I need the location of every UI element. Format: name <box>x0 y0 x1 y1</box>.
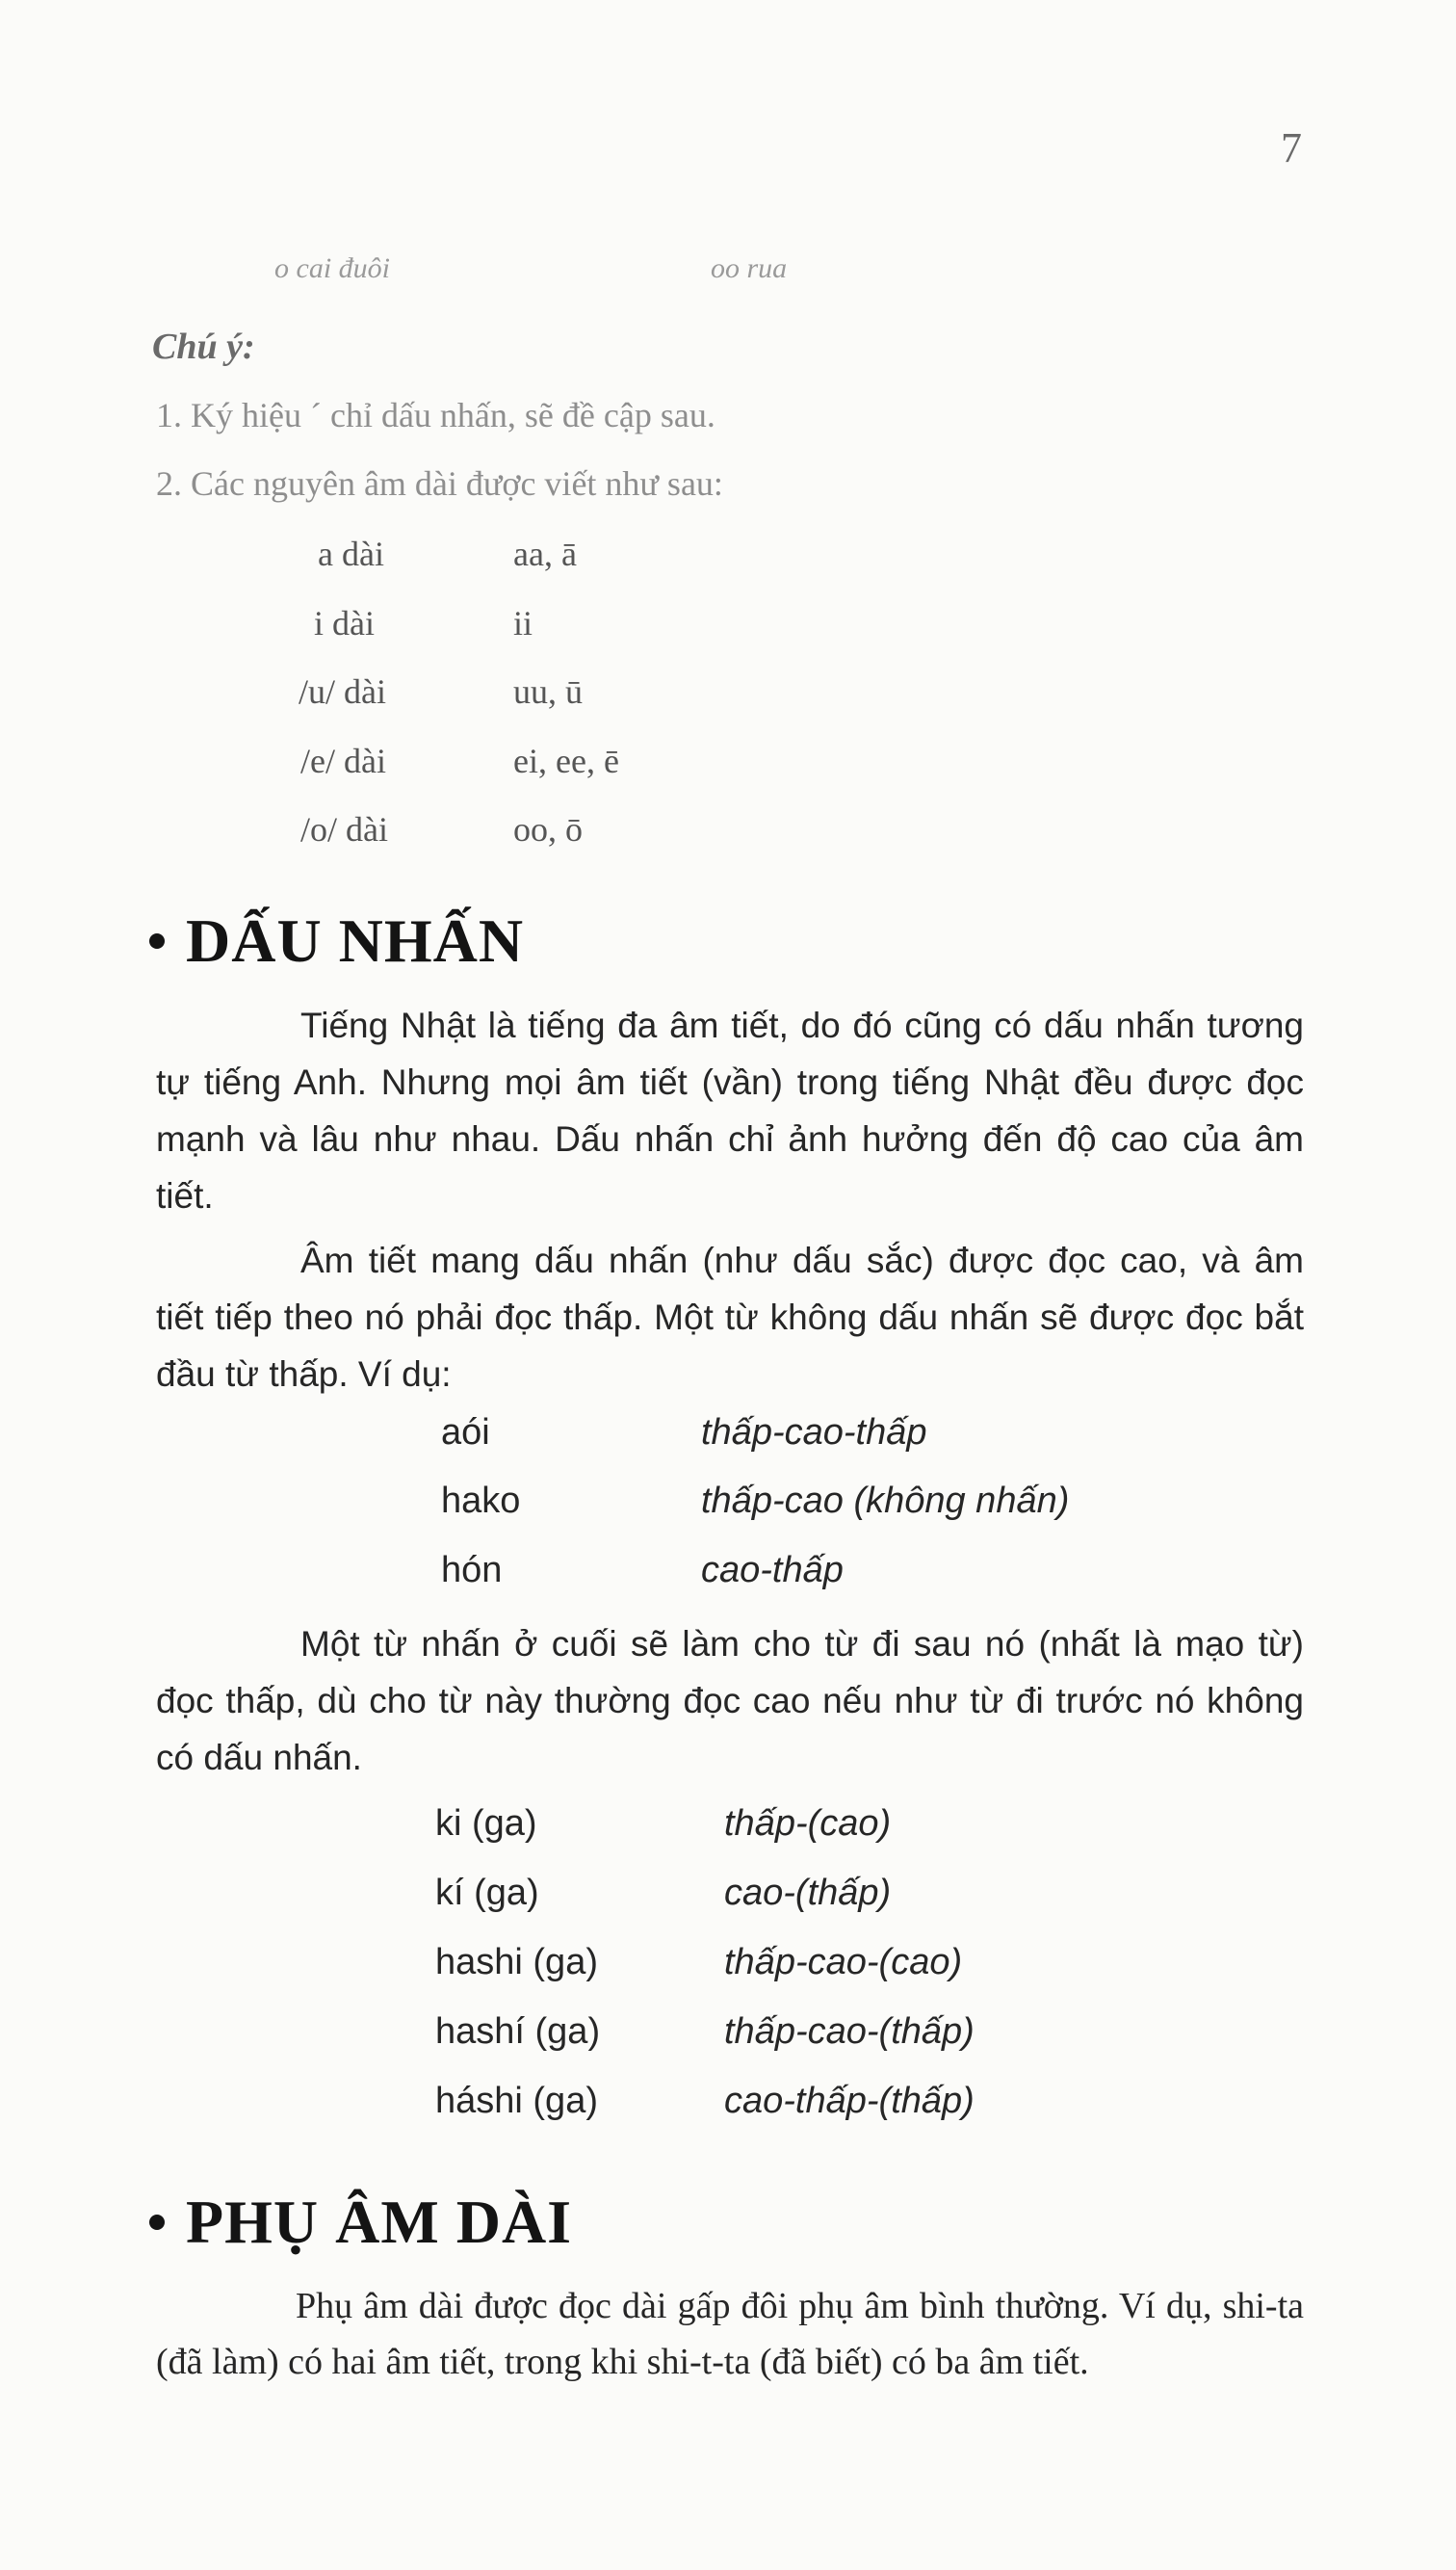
paragraph: Âm tiết mang dấu nhấn (như dấu sắc) được đọc cao, và âm tiết tiếp theo nó phải đọc thấp. Một từ không dấu nhấn sẽ được đọc bắt đầu từ thấp. Ví dụ: <box>156 1241 1304 1394</box>
example-word: ki (ga) <box>435 1803 537 1844</box>
paragraph: Phụ âm dài được đọc dài gấp đôi phụ âm bình thường. Ví dụ, shi-ta (đã làm) có hai âm tiết, trong khi shi-t-ta (đã biết) có ba âm tiết. <box>156 2286 1304 2382</box>
example-word: hako <box>441 1481 521 1521</box>
vowel-spelling: ei, ee, ē <box>513 742 619 780</box>
page-number: 7 <box>1281 124 1302 171</box>
vowel-name: i dài <box>314 604 375 642</box>
example-word: kí (ga) <box>435 1873 539 1913</box>
vowel-spelling: oo, ō <box>513 810 583 849</box>
note-line: 2. Các nguyên âm dài được viết như sau: <box>156 464 723 503</box>
example-word: hón <box>441 1550 503 1590</box>
example-word: háshi (ga) <box>435 2081 598 2121</box>
example-pattern: thấp-cao-(cao) <box>724 1942 963 1982</box>
faint-top-text-right: oo rua <box>711 252 788 284</box>
vowel-name: a dài <box>318 535 384 573</box>
vowel-spelling: aa, ā <box>513 535 577 573</box>
bullet-icon <box>149 2215 165 2230</box>
vowel-name: /o/ dài <box>300 810 388 849</box>
example-pattern: thấp-cao-thấp <box>701 1412 927 1453</box>
example-pattern: thấp-cao-(thấp) <box>724 2011 975 2052</box>
example-pattern: cao-thấp-(thấp) <box>724 2081 975 2121</box>
section-heading <box>149 2187 572 2258</box>
example-pattern: cao-(thấp) <box>724 1873 892 1913</box>
bullet-icon <box>149 933 165 949</box>
vowel-spelling: uu, ū <box>513 672 583 711</box>
note-line: 1. Ký hiệu ´ chỉ dấu nhấn, sẽ đề cập sau. <box>156 396 715 434</box>
vowel-name: /e/ dài <box>300 742 386 780</box>
example-word: aói <box>441 1412 490 1453</box>
section-title: DẤU NHẤN <box>186 906 525 975</box>
vowel-spelling: ii <box>513 604 533 642</box>
example-word: hashi (ga) <box>435 1942 598 1982</box>
example-word: hashí (ga) <box>435 2011 601 2052</box>
vowel-name: /u/ dài <box>299 672 386 711</box>
paragraph: Tiếng Nhật là tiếng đa âm tiết, do đó cũng có dấu nhấn tương tự tiếng Anh. Nhưng mọi âm tiết (vần) trong tiếng Nhật đều được đọc mạnh và lâu như nhau. Dấu nhấn chỉ ảnh hưởng đến độ cao của âm tiết. <box>156 1006 1304 1216</box>
example-pattern: cao-thấp <box>701 1550 844 1590</box>
note-title: Chú ý: <box>152 327 255 367</box>
section-title: PHỤ ÂM DÀI <box>186 2188 573 2256</box>
faint-top-text-left: o cai đuôi <box>274 252 390 284</box>
example-pattern: thấp-cao (không nhấn) <box>701 1481 1070 1521</box>
example-pattern: thấp-(cao) <box>724 1803 892 1844</box>
paragraph: Một từ nhấn ở cuối sẽ làm cho từ đi sau nó (nhất là mạo từ) đọc thấp, dù cho từ này thường đọc cao nếu như từ đi trước nó không có dấu nhấn. <box>156 1624 1304 1777</box>
section-heading <box>149 905 524 977</box>
